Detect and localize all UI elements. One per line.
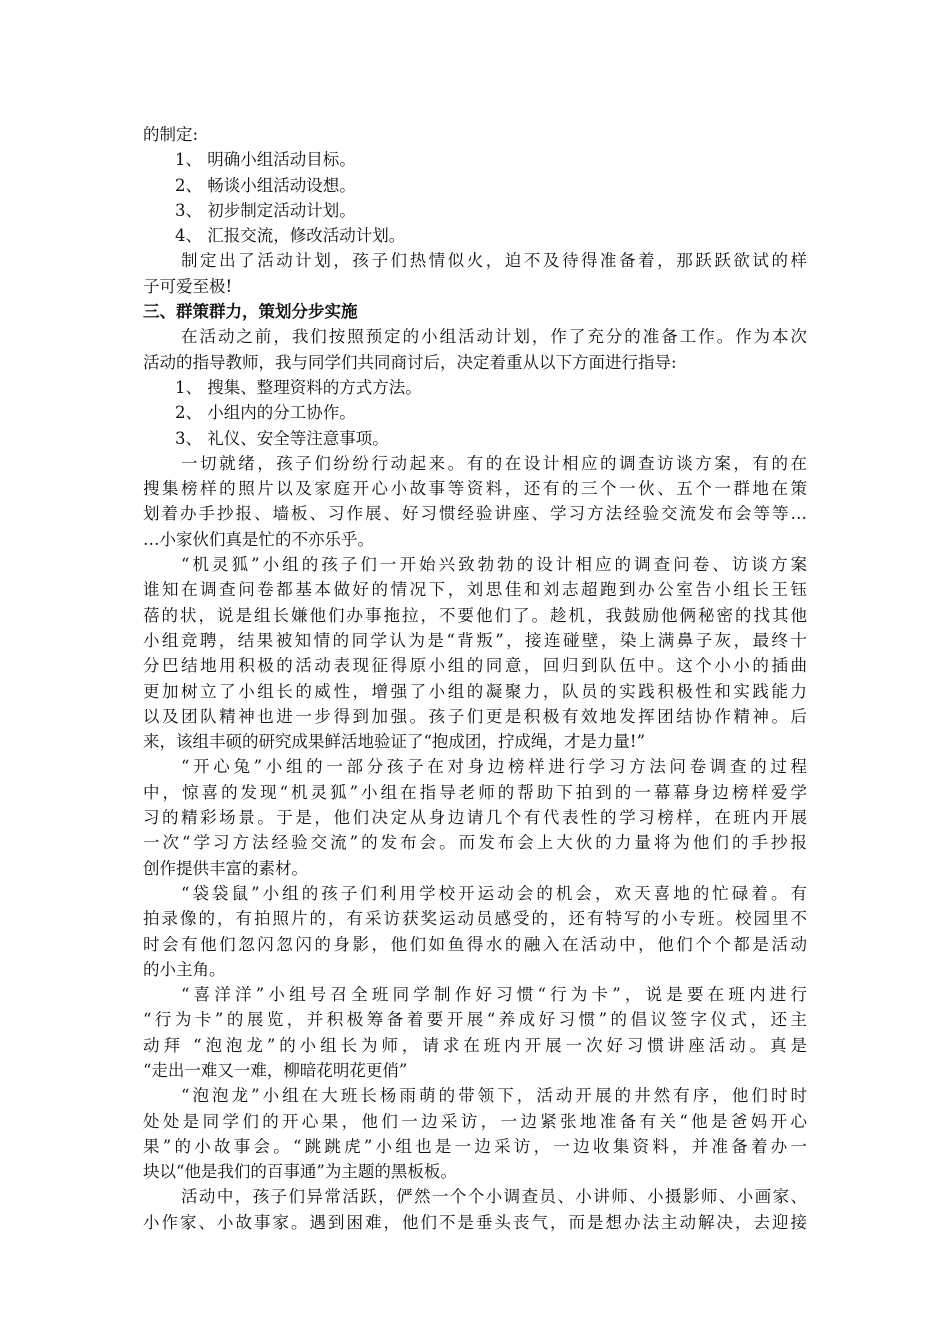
text-line: 在活动之前，我们按照预定的小组活动计划，作了充分的准备工作。作为本次	[181, 327, 807, 347]
text-line: 处处是同学们的开心果，他们一边采访，一边紧张地准备有关“他是爸妈开心	[143, 1111, 807, 1131]
list-item: 2、 小组内的分工协作。	[175, 403, 356, 423]
text-line: …小家伙们真是忙的不亦乐乎。	[143, 529, 374, 549]
text-line: 习的精彩场景。于是，他们决定从身边请几个有代表性的学习榜样，在班内开展	[143, 808, 807, 828]
list-item: 1、 明确小组活动目标。	[175, 150, 356, 170]
text-line: 一切就绪，孩子们纷纷行动起来。有的在设计相应的调查访谈方案，有的在	[181, 453, 807, 473]
text-line: 来，该组丰硕的研究成果鲜活地验证了“抱成团，拧成绳，才是力量!”	[143, 732, 646, 752]
text-line: 动拜 “泡泡龙”的小组长为师，请求在班内开展一次好习惯讲座活动。真是	[143, 1035, 807, 1055]
text-line: 小组竞聘，结果被知情的同学认为是“背叛”，接连碰壁，染上满鼻子灰，最终十	[143, 630, 807, 650]
section-heading: 三、群策群力，策划分步实施	[143, 302, 358, 322]
text-line: 时会有他们忽闪忽闪的身影，他们如鱼得水的融入在活动中，他们个个都是活动	[143, 934, 807, 954]
list-item: 3、 礼仪、安全等注意事项。	[175, 428, 389, 448]
text-line: “袋袋鼠”小组的孩子们利用学校开运动会的机会，欢天喜地的忙碌着。有	[181, 883, 807, 903]
text-line: 搜集榜样的照片以及家庭开心小故事等资料，还有的三个一伙、五个一群地在策	[143, 479, 807, 499]
text-line: 更加树立了小组长的威性，增强了小组的凝聚力，队员的实践积极性和实践能力	[143, 681, 807, 701]
text-line: 活动中，孩子们异常活跃，俨然一个个小调查员、小讲师、小摄影师、小画家、	[181, 1187, 807, 1207]
list-item: 3、 初步制定活动计划。	[175, 200, 356, 220]
text-line: 制定出了活动计划，孩子们热情似火，迫不及待得准备着，那跃跃欲试的样	[181, 251, 807, 271]
text-line: “泡泡龙”小组在大班长杨雨萌的带领下，活动开展的井然有序，他们时时	[181, 1086, 807, 1106]
text-line: “开心兔”小组的一部分孩子在对身边榜样进行学习方法问卷调查的过程	[181, 757, 807, 777]
text-line: 谁知在调查问卷都基本做好的情况下，刘思佳和刘志超跑到办公室告小组长王钰	[143, 580, 807, 600]
document-body	[143, 122, 807, 1235]
text-line: 拍录像的，有拍照片的，有采访获奖运动员感受的，还有特写的小专班。校园里不	[143, 909, 807, 929]
text-line: 子可爱至极!	[143, 276, 233, 296]
text-line: “机灵狐”小组的孩子们一开始兴致勃勃的设计相应的调查问卷、访谈方案	[181, 555, 807, 575]
text-line: 活动的指导教师，我与同学们共同商讨后，决定着重从以下方面进行指导:	[143, 352, 677, 372]
text-line: 创作提供丰富的素材。	[143, 858, 308, 878]
text-line: 块以“他是我们的百事通”为主题的黑板板。	[143, 1162, 457, 1182]
text-line: “喜洋洋”小组号召全班同学制作好习惯“行为卡”，说是要在班内进行	[181, 985, 807, 1005]
text-line: 的制定:	[143, 125, 199, 144]
text-line: 果”的小故事会。“跳跳虎”小组也是一边采访，一边收集资料，并准备着办一	[143, 1136, 807, 1156]
list-item: 1、 搜集、整理资料的方式方法。	[175, 377, 422, 397]
text-line: 的小主角。	[143, 959, 226, 979]
text-line: 划着办手抄报、墙板、习作展、好习惯经验讲座、学习方法经验交流发布会等等…	[143, 504, 807, 524]
text-line: 蓓的状，说是组长嫌他们办事拖拉，不要他们了。趁机，我鼓励他俩秘密的找其他	[143, 605, 807, 625]
text-line: “走出一难又一难，柳暗花明花更俏”	[143, 1060, 408, 1080]
list-item: 4、 汇报交流，修改活动计划。	[175, 226, 406, 246]
text-line: 以及团队精神也进一步得到加强。孩子们更是积极有效地发挥团结协作精神。后	[143, 706, 807, 726]
list-item: 2、 畅谈小组活动设想。	[175, 175, 356, 195]
text-line: 中，惊喜的发现“机灵狐”小组在指导老师的帮助下拍到的一幕幕身边榜样爱学	[143, 782, 807, 802]
text-line: “行为卡”的展览，并积极筹备着要开展“养成好习惯”的倡议签字仪式，还主	[143, 1010, 807, 1030]
text-line: 分巴结地用积极的活动表现征得原小组的同意，回归到队伍中。这个小小的插曲	[143, 656, 807, 676]
text-line: 小作家、小故事家。遇到困难，他们不是垂头丧气，而是想办法主动解决，去迎接	[143, 1212, 807, 1232]
text-line: 一次“学习方法经验交流”的发布会。而发布会上大伙的力量将为他们的手抄报	[143, 833, 807, 853]
